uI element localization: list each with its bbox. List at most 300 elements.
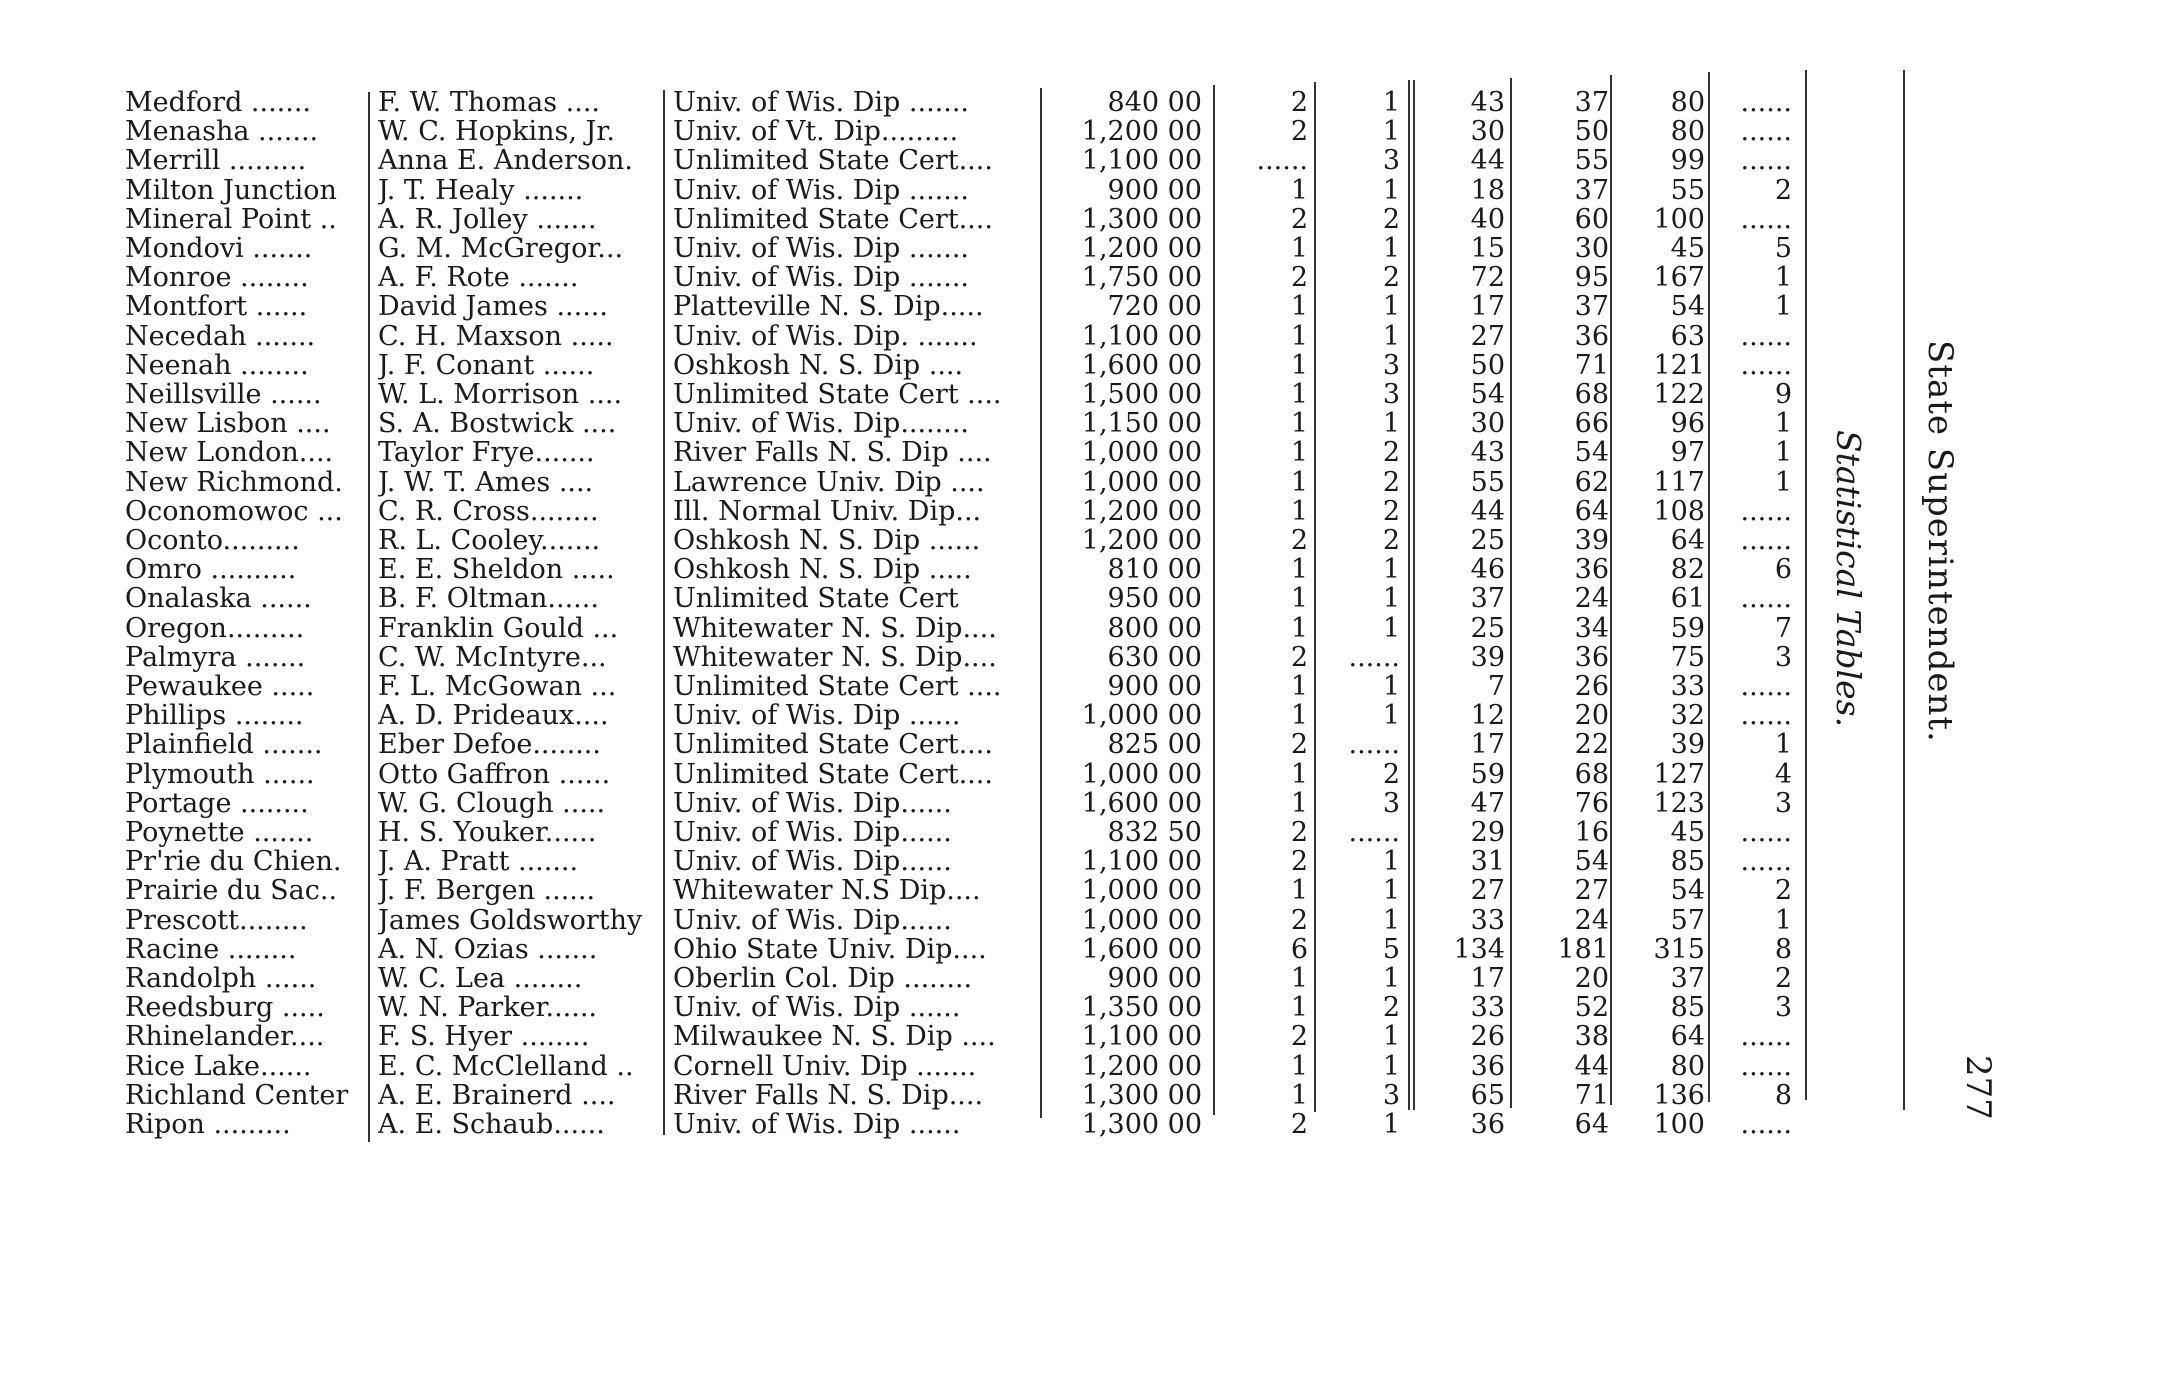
- count-cell: 127: [1653, 759, 1705, 789]
- certificate-cell: Univ. of Wis. Dip......: [673, 788, 952, 818]
- column-rule: [663, 90, 665, 1135]
- count-cell: 82: [1670, 555, 1705, 585]
- salary-cell: 1,200 00: [1081, 526, 1202, 555]
- page-number: 277: [1958, 1055, 1998, 1120]
- count-cell: 1: [1290, 496, 1308, 526]
- count-cell: 72: [1470, 263, 1505, 293]
- table-row: [0, 322, 1820, 351]
- count-cell: 1: [1382, 1051, 1400, 1081]
- count-cell: 55: [1670, 175, 1705, 205]
- count-cell: ......: [1740, 526, 1792, 555]
- count-cell: 1: [1774, 730, 1792, 760]
- count-cell: 5: [1774, 234, 1792, 263]
- town-cell: Medford .......: [125, 88, 312, 117]
- town-cell: Phillips ........: [125, 701, 304, 731]
- count-cell: ......: [1740, 350, 1792, 380]
- count-cell: 54: [1574, 847, 1609, 877]
- count-cell: 43: [1470, 438, 1505, 468]
- count-cell: 20: [1574, 964, 1609, 993]
- table-row: [0, 584, 1820, 613]
- count-cell: 1: [1382, 672, 1400, 701]
- town-cell: Oregon.........: [125, 613, 305, 643]
- count-cell: 181: [1557, 934, 1609, 964]
- table-row: [0, 205, 1820, 234]
- count-cell: 47: [1470, 788, 1505, 818]
- principal-cell: A. F. Rote .......: [378, 263, 579, 293]
- certificate-cell: Oshkosh N. S. Dip .....: [673, 555, 972, 585]
- count-cell: 46: [1470, 555, 1505, 585]
- principal-cell: A. N. Ozias .......: [378, 934, 598, 964]
- table-row: [0, 1110, 1820, 1139]
- count-cell: 39: [1574, 526, 1609, 555]
- count-cell: 2: [1774, 876, 1792, 906]
- count-cell: 30: [1470, 117, 1505, 147]
- table-row: [0, 818, 1820, 847]
- count-cell: 2: [1382, 526, 1400, 555]
- town-cell: Neenah ........: [125, 350, 309, 380]
- certificate-cell: Whitewater N.S Dip....: [673, 876, 981, 906]
- table-row: [0, 438, 1820, 467]
- count-cell: 26: [1574, 672, 1609, 701]
- count-cell: 2: [1290, 526, 1308, 555]
- town-cell: Plymouth ......: [125, 759, 315, 789]
- count-cell: 50: [1574, 117, 1609, 147]
- count-cell: 1: [1290, 555, 1308, 585]
- table-row: [0, 380, 1820, 409]
- count-cell: 1: [1382, 555, 1400, 585]
- salary-cell: 1,600 00: [1081, 934, 1202, 964]
- count-cell: 2: [1290, 204, 1308, 234]
- count-cell: 17: [1470, 730, 1505, 760]
- count-cell: 36: [1470, 1110, 1505, 1139]
- count-cell: 6: [1290, 934, 1308, 964]
- count-cell: ......: [1740, 1022, 1792, 1052]
- principal-cell: A. D. Prideaux....: [378, 701, 609, 731]
- town-cell: Necedah .......: [125, 321, 316, 351]
- salary-cell: 825 00: [1107, 730, 1202, 760]
- salary-cell: 950 00: [1107, 584, 1202, 614]
- town-cell: Menasha .......: [125, 117, 319, 147]
- count-cell: ......: [1740, 818, 1792, 847]
- town-cell: Racine ........: [125, 934, 297, 964]
- count-cell: 37: [1574, 292, 1609, 322]
- salary-cell: 1,200 00: [1081, 234, 1202, 263]
- count-cell: 2: [1290, 117, 1308, 147]
- table-row: [0, 409, 1820, 438]
- count-cell: 1: [1290, 672, 1308, 701]
- count-cell: ......: [1740, 146, 1792, 176]
- certificate-cell: Unlimited State Cert ....: [673, 380, 1002, 409]
- principal-cell: C. R. Cross........: [378, 496, 599, 526]
- table-row: [0, 292, 1820, 321]
- count-cell: 95: [1574, 263, 1609, 293]
- count-cell: 1: [1382, 321, 1400, 351]
- count-cell: 55: [1574, 146, 1609, 176]
- count-cell: ......: [1348, 818, 1400, 847]
- count-cell: 1: [1290, 1080, 1308, 1110]
- certificate-cell: Univ. of Wis. Dip ......: [673, 993, 961, 1023]
- certificate-cell: Univ. of Wis. Dip .......: [673, 263, 969, 293]
- salary-cell: 1,300 00: [1081, 1110, 1202, 1139]
- count-cell: 96: [1670, 409, 1705, 439]
- town-cell: Ripon .........: [125, 1110, 291, 1139]
- count-cell: 1: [1382, 1022, 1400, 1052]
- certificate-cell: Oshkosh N. S. Dip ......: [673, 526, 981, 555]
- count-cell: 59: [1670, 613, 1705, 643]
- count-cell: 44: [1470, 146, 1505, 176]
- certificate-cell: Unlimited State Cert....: [673, 146, 993, 176]
- count-cell: 3: [1774, 642, 1792, 672]
- table-row: [0, 146, 1820, 175]
- salary-cell: 1,200 00: [1081, 1051, 1202, 1081]
- town-cell: Montfort ......: [125, 292, 308, 322]
- count-cell: 1: [1774, 263, 1792, 293]
- town-cell: Palmyra .......: [125, 642, 306, 672]
- certificate-cell: Univ. of Wis. Dip. .......: [673, 321, 978, 351]
- town-cell: Oconomowoc ...: [125, 496, 343, 526]
- count-cell: 36: [1574, 321, 1609, 351]
- count-cell: 33: [1670, 672, 1705, 701]
- count-cell: 1: [1382, 905, 1400, 935]
- principal-cell: W. L. Morrison ....: [378, 380, 623, 409]
- count-cell: 6: [1774, 555, 1792, 585]
- table-row: [0, 993, 1820, 1022]
- town-cell: Prescott........: [125, 905, 308, 935]
- count-cell: 36: [1470, 1051, 1505, 1081]
- salary-cell: 1,200 00: [1081, 496, 1202, 526]
- table-row: [0, 351, 1820, 380]
- count-cell: 1: [1382, 847, 1400, 877]
- count-cell: ......: [1740, 204, 1792, 234]
- principal-cell: Anna E. Anderson.: [378, 146, 633, 176]
- principal-cell: Otto Gaffron ......: [378, 759, 611, 789]
- count-cell: 38: [1574, 1022, 1609, 1052]
- count-cell: 63: [1670, 321, 1705, 351]
- count-cell: ......: [1740, 672, 1792, 701]
- certificate-cell: Unlimited State Cert....: [673, 730, 993, 760]
- table-row: [0, 847, 1820, 876]
- count-cell: 31: [1470, 847, 1505, 877]
- count-cell: 2: [1382, 467, 1400, 497]
- salary-cell: 1,350 00: [1081, 993, 1202, 1023]
- table-row: [0, 935, 1820, 964]
- count-cell: 1: [1382, 701, 1400, 731]
- count-cell: 52: [1574, 993, 1609, 1023]
- count-cell: 1: [1290, 380, 1308, 409]
- town-cell: New London....: [125, 438, 334, 468]
- town-cell: Neillsville ......: [125, 380, 322, 409]
- count-cell: ......: [1348, 730, 1400, 760]
- salary-cell: 630 00: [1107, 642, 1202, 672]
- salary-cell: 1,150 00: [1081, 409, 1202, 439]
- count-cell: 54: [1574, 438, 1609, 468]
- count-cell: 37: [1574, 175, 1609, 205]
- count-cell: 59: [1470, 759, 1505, 789]
- count-cell: 117: [1653, 467, 1705, 497]
- salary-cell: 1,000 00: [1081, 876, 1202, 906]
- count-cell: 122: [1653, 380, 1705, 409]
- count-cell: 39: [1670, 730, 1705, 760]
- column-rule: [1413, 80, 1415, 1110]
- count-cell: 27: [1574, 876, 1609, 906]
- town-cell: Mondovi .......: [125, 234, 313, 263]
- count-cell: 26: [1470, 1022, 1505, 1052]
- count-cell: 136: [1653, 1080, 1705, 1110]
- salary-cell: 1,000 00: [1081, 701, 1202, 731]
- count-cell: 54: [1670, 292, 1705, 322]
- column-rule: [1610, 75, 1612, 1105]
- count-cell: 121: [1653, 350, 1705, 380]
- certificate-cell: Univ. of Wis. Dip ......: [673, 701, 961, 731]
- count-cell: 29: [1470, 818, 1505, 847]
- count-cell: 1: [1382, 292, 1400, 322]
- certificate-cell: Milwaukee N. S. Dip ....: [673, 1022, 996, 1052]
- count-cell: 1: [1382, 175, 1400, 205]
- salary-cell: 1,000 00: [1081, 759, 1202, 789]
- count-cell: 80: [1670, 1051, 1705, 1081]
- header-rule: [1903, 70, 1905, 1110]
- salary-cell: 832 50: [1107, 818, 1202, 847]
- column-rule: [1510, 78, 1512, 1108]
- town-cell: Poynette .......: [125, 818, 314, 847]
- count-cell: 25: [1470, 613, 1505, 643]
- count-cell: 1: [1290, 876, 1308, 906]
- count-cell: 2: [1382, 759, 1400, 789]
- town-cell: Monroe ........: [125, 263, 309, 293]
- principal-cell: Franklin Gould ...: [378, 613, 619, 643]
- table-row: [0, 614, 1820, 643]
- principal-cell: C. W. McIntyre...: [378, 642, 607, 672]
- table-row: [0, 730, 1820, 759]
- count-cell: 37: [1574, 88, 1609, 117]
- count-cell: 3: [1382, 146, 1400, 176]
- town-cell: Reedsburg .....: [125, 993, 325, 1023]
- count-cell: 33: [1470, 993, 1505, 1023]
- count-cell: 1: [1774, 467, 1792, 497]
- count-cell: 1: [1382, 409, 1400, 439]
- count-cell: 45: [1670, 234, 1705, 263]
- count-cell: 108: [1653, 496, 1705, 526]
- town-cell: Oconto.........: [125, 526, 300, 555]
- certificate-cell: Oshkosh N. S. Dip ....: [673, 350, 964, 380]
- count-cell: 8: [1774, 934, 1792, 964]
- certificate-cell: Univ. of Wis. Dip .......: [673, 234, 969, 263]
- salary-cell: 900 00: [1107, 964, 1202, 993]
- count-cell: 62: [1574, 467, 1609, 497]
- count-cell: 3: [1774, 788, 1792, 818]
- count-cell: 1: [1382, 584, 1400, 614]
- count-cell: 167: [1653, 263, 1705, 293]
- certificate-cell: Platteville N. S. Dip.....: [673, 292, 984, 322]
- table-row: [0, 876, 1820, 905]
- count-cell: 44: [1470, 496, 1505, 526]
- principal-cell: H. S. Youker......: [378, 818, 597, 847]
- count-cell: 65: [1470, 1080, 1505, 1110]
- certificate-cell: Ill. Normal Univ. Dip...: [673, 496, 982, 526]
- count-cell: ......: [1740, 847, 1792, 877]
- salary-cell: 1,100 00: [1081, 847, 1202, 877]
- count-cell: 100: [1653, 1110, 1705, 1139]
- count-cell: 1: [1290, 175, 1308, 205]
- count-cell: 1: [1290, 350, 1308, 380]
- count-cell: 80: [1670, 117, 1705, 147]
- principal-cell: A. E. Brainerd ....: [378, 1080, 616, 1110]
- principal-cell: Eber Defoe........: [378, 730, 601, 760]
- count-cell: 1: [1290, 1051, 1308, 1081]
- principal-cell: J. W. T. Ames ....: [378, 467, 594, 497]
- count-cell: 2: [1290, 1022, 1308, 1052]
- count-cell: 2: [1290, 818, 1308, 847]
- principal-cell: J. T. Healy .......: [378, 175, 584, 205]
- count-cell: 2: [1290, 642, 1308, 672]
- count-cell: 2: [1774, 964, 1792, 993]
- salary-cell: 720 00: [1107, 292, 1202, 322]
- town-cell: Rhinelander....: [125, 1022, 325, 1052]
- certificate-cell: Unlimited State Cert....: [673, 204, 993, 234]
- count-cell: 2: [1290, 730, 1308, 760]
- table-row: [0, 1022, 1820, 1051]
- principal-cell: G. M. McGregor...: [378, 234, 624, 263]
- table-row: [0, 526, 1820, 555]
- count-cell: 24: [1574, 905, 1609, 935]
- count-cell: ......: [1740, 1110, 1792, 1139]
- count-cell: 64: [1574, 496, 1609, 526]
- salary-cell: 1,300 00: [1081, 1080, 1202, 1110]
- count-cell: 1: [1382, 88, 1400, 117]
- count-cell: 64: [1670, 526, 1705, 555]
- town-cell: Omro ..........: [125, 555, 297, 585]
- count-cell: 75: [1670, 642, 1705, 672]
- column-rule: [368, 92, 370, 1142]
- table-row: [0, 555, 1820, 584]
- count-cell: 9: [1774, 380, 1792, 409]
- count-cell: 64: [1670, 1022, 1705, 1052]
- count-cell: 1: [1774, 438, 1792, 468]
- principal-cell: A. R. Jolley .......: [378, 204, 597, 234]
- count-cell: 66: [1574, 409, 1609, 439]
- count-cell: 1: [1290, 438, 1308, 468]
- count-cell: ......: [1740, 321, 1792, 351]
- principal-cell: S. A. Bostwick ....: [378, 409, 617, 439]
- count-cell: 7: [1487, 672, 1505, 701]
- principal-cell: James Goldsworthy: [378, 905, 643, 935]
- principal-cell: Taylor Frye.......: [378, 438, 595, 468]
- count-cell: 22: [1574, 730, 1609, 760]
- count-cell: 5: [1382, 934, 1400, 964]
- count-cell: 7: [1774, 613, 1792, 643]
- count-cell: 4: [1774, 759, 1792, 789]
- salary-cell: 1,200 00: [1081, 117, 1202, 147]
- principal-cell: W. G. Clough .....: [378, 788, 606, 818]
- count-cell: 32: [1670, 701, 1705, 731]
- count-cell: 54: [1670, 876, 1705, 906]
- count-cell: 12: [1470, 701, 1505, 731]
- salary-cell: 1,000 00: [1081, 467, 1202, 497]
- principal-cell: F. W. Thomas ....: [378, 88, 601, 117]
- salary-cell: 1,100 00: [1081, 1022, 1202, 1052]
- count-cell: 34: [1574, 613, 1609, 643]
- town-cell: Onalaska ......: [125, 584, 312, 614]
- column-rule: [1805, 70, 1807, 1100]
- count-cell: 2: [1382, 263, 1400, 293]
- town-cell: Rice Lake......: [125, 1051, 312, 1081]
- principal-cell: R. L. Cooley.......: [378, 526, 601, 555]
- count-cell: 45: [1670, 818, 1705, 847]
- column-rule: [1213, 85, 1215, 1115]
- principal-cell: F. L. McGowan ...: [378, 672, 617, 701]
- town-cell: Milton Junction: [125, 175, 337, 205]
- count-cell: 36: [1574, 555, 1609, 585]
- column-rule: [1708, 72, 1710, 1102]
- table-row: [0, 234, 1820, 263]
- count-cell: 1: [1290, 234, 1308, 263]
- town-cell: New Richmond.: [125, 467, 343, 497]
- column-rule: [1040, 88, 1042, 1118]
- table-row: [0, 88, 1820, 117]
- count-cell: 1: [1290, 701, 1308, 731]
- principal-cell: David James ......: [378, 292, 608, 322]
- certificate-cell: Oberlin Col. Dip ........: [673, 964, 973, 993]
- running-head: State Superintendent.: [1920, 340, 1960, 743]
- count-cell: 18: [1470, 175, 1505, 205]
- count-cell: ......: [1740, 584, 1792, 614]
- count-cell: 80: [1670, 88, 1705, 117]
- salary-cell: 1,300 00: [1081, 204, 1202, 234]
- town-cell: Mineral Point ..: [125, 204, 337, 234]
- count-cell: 2: [1382, 204, 1400, 234]
- town-cell: Pewaukee .....: [125, 672, 315, 701]
- count-cell: 27: [1470, 876, 1505, 906]
- table-row: [0, 672, 1820, 701]
- town-cell: Merrill .........: [125, 146, 307, 176]
- certificate-cell: Univ. of Wis. Dip ......: [673, 1110, 961, 1139]
- count-cell: 1: [1290, 409, 1308, 439]
- certificate-cell: River Falls N. S. Dip....: [673, 1080, 984, 1110]
- table-row: [0, 468, 1820, 497]
- table-row: [0, 117, 1820, 146]
- count-cell: 8: [1774, 1080, 1792, 1110]
- certificate-cell: Lawrence Univ. Dip ....: [673, 467, 985, 497]
- count-cell: 43: [1470, 88, 1505, 117]
- certificate-cell: Cornell Univ. Dip .......: [673, 1051, 977, 1081]
- count-cell: 15: [1470, 234, 1505, 263]
- salary-cell: 1,500 00: [1081, 380, 1202, 409]
- count-cell: 44: [1574, 1051, 1609, 1081]
- certificate-cell: Univ. of Wis. Dip .......: [673, 175, 969, 205]
- count-cell: 37: [1470, 584, 1505, 614]
- count-cell: 1: [1774, 905, 1792, 935]
- count-cell: 2: [1290, 847, 1308, 877]
- certificate-cell: Univ. of Wis. Dip......: [673, 818, 952, 847]
- count-cell: 64: [1574, 1110, 1609, 1139]
- count-cell: 40: [1470, 204, 1505, 234]
- count-cell: 97: [1670, 438, 1705, 468]
- table-row: [0, 263, 1820, 292]
- count-cell: 57: [1670, 905, 1705, 935]
- count-cell: 37: [1670, 964, 1705, 993]
- count-cell: 1: [1382, 234, 1400, 263]
- count-cell: 85: [1670, 993, 1705, 1023]
- certificate-cell: Univ. of Wis. Dip .......: [673, 88, 969, 117]
- count-cell: 2: [1382, 993, 1400, 1023]
- count-cell: 54: [1470, 380, 1505, 409]
- count-cell: 16: [1574, 818, 1609, 847]
- count-cell: 33: [1470, 905, 1505, 935]
- principal-cell: J. A. Pratt .......: [378, 847, 579, 877]
- count-cell: 3: [1382, 788, 1400, 818]
- count-cell: 1: [1774, 292, 1792, 322]
- count-cell: 85: [1670, 847, 1705, 877]
